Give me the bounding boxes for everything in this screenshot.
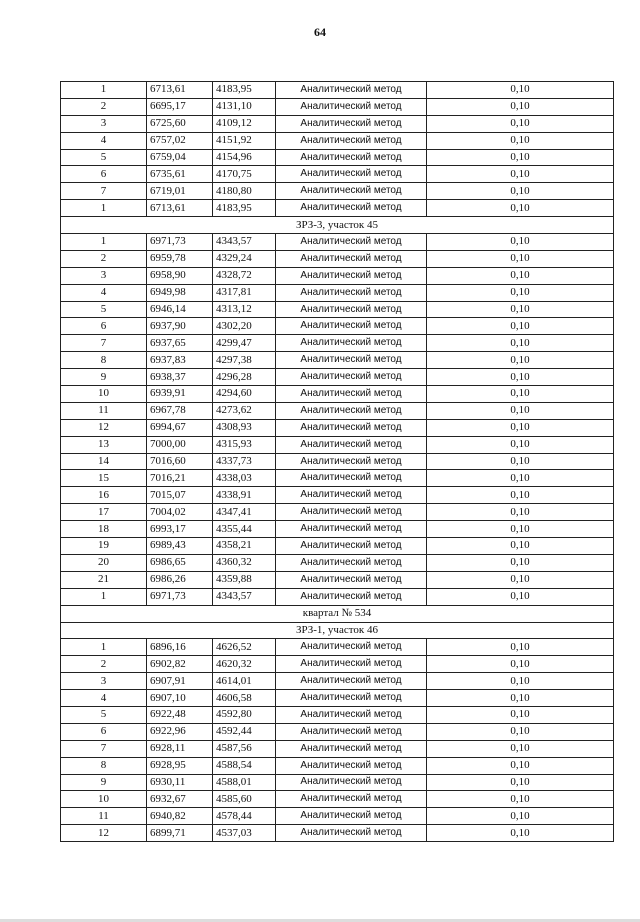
x-coordinate-cell: 6937,90 [147, 318, 213, 335]
table-row [61, 318, 614, 335]
table-row [61, 639, 614, 656]
section-title: ЗРЗ-1, участок 46 [61, 622, 614, 639]
point-number-cell: 1 [61, 200, 147, 217]
point-number-cell: 5 [61, 706, 147, 723]
y-coordinate-cell: 4592,80 [213, 706, 276, 723]
x-coordinate-cell: 6959,78 [147, 250, 213, 267]
x-coordinate-cell: 6938,37 [147, 369, 213, 386]
y-coordinate-cell: 4294,60 [213, 386, 276, 403]
y-coordinate-cell: 4308,93 [213, 419, 276, 436]
x-coordinate-cell: 6937,83 [147, 352, 213, 369]
point-number-cell: 7 [61, 335, 147, 352]
method-cell: Аналитический метод [276, 369, 427, 386]
accuracy-cell: 0,10 [427, 588, 614, 605]
point-number-cell: 1 [61, 639, 147, 656]
point-number-cell: 5 [61, 301, 147, 318]
method-cell: Аналитический метод [276, 200, 427, 217]
section-header-row [61, 622, 614, 639]
table-row [61, 487, 614, 504]
y-coordinate-cell: 4154,96 [213, 149, 276, 166]
point-number-cell: 3 [61, 267, 147, 284]
coordinates-table-body [61, 82, 614, 842]
accuracy-cell: 0,10 [427, 774, 614, 791]
accuracy-cell: 0,10 [427, 335, 614, 352]
x-coordinate-cell: 6994,67 [147, 419, 213, 436]
x-coordinate-cell: 6937,65 [147, 335, 213, 352]
x-coordinate-cell: 6932,67 [147, 791, 213, 808]
table-row [61, 250, 614, 267]
x-coordinate-cell: 6989,43 [147, 538, 213, 555]
y-coordinate-cell: 4329,24 [213, 250, 276, 267]
point-number-cell: 9 [61, 369, 147, 386]
accuracy-cell: 0,10 [427, 132, 614, 149]
accuracy-cell: 0,10 [427, 115, 614, 132]
method-cell: Аналитический метод [276, 166, 427, 183]
accuracy-cell: 0,10 [427, 808, 614, 825]
method-cell: Аналитический метод [276, 588, 427, 605]
point-number-cell: 11 [61, 808, 147, 825]
table-row [61, 740, 614, 757]
y-coordinate-cell: 4131,10 [213, 98, 276, 115]
table-row [61, 284, 614, 301]
x-coordinate-cell: 6986,26 [147, 571, 213, 588]
x-coordinate-cell: 7000,00 [147, 436, 213, 453]
y-coordinate-cell: 4359,88 [213, 571, 276, 588]
table-row [61, 335, 614, 352]
table-row [61, 521, 614, 538]
method-cell: Аналитический метод [276, 487, 427, 504]
point-number-cell: 7 [61, 740, 147, 757]
accuracy-cell: 0,10 [427, 470, 614, 487]
x-coordinate-cell: 6971,73 [147, 588, 213, 605]
accuracy-cell: 0,10 [427, 318, 614, 335]
table-row [61, 673, 614, 690]
y-coordinate-cell: 4338,91 [213, 487, 276, 504]
x-coordinate-cell: 6993,17 [147, 521, 213, 538]
table-row [61, 825, 614, 842]
accuracy-cell: 0,10 [427, 166, 614, 183]
page-number: 64 [314, 25, 326, 39]
table-row [61, 419, 614, 436]
point-number-cell: 6 [61, 723, 147, 740]
point-number-cell: 2 [61, 656, 147, 673]
point-number-cell: 13 [61, 436, 147, 453]
table-row [61, 234, 614, 251]
method-cell: Аналитический метод [276, 673, 427, 690]
method-cell: Аналитический метод [276, 419, 427, 436]
method-cell: Аналитический метод [276, 352, 427, 369]
accuracy-cell: 0,10 [427, 250, 614, 267]
y-coordinate-cell: 4297,38 [213, 352, 276, 369]
accuracy-cell: 0,10 [427, 487, 614, 504]
x-coordinate-cell: 6902,82 [147, 656, 213, 673]
table-row [61, 183, 614, 200]
table-row [61, 791, 614, 808]
y-coordinate-cell: 4606,58 [213, 690, 276, 707]
accuracy-cell: 0,10 [427, 369, 614, 386]
table-row [61, 436, 614, 453]
method-cell: Аналитический метод [276, 267, 427, 284]
method-cell: Аналитический метод [276, 690, 427, 707]
table-row [61, 115, 614, 132]
y-coordinate-cell: 4358,21 [213, 538, 276, 555]
table-row [61, 82, 614, 99]
table-row [61, 571, 614, 588]
x-coordinate-cell: 6928,95 [147, 757, 213, 774]
method-cell: Аналитический метод [276, 284, 427, 301]
y-coordinate-cell: 4578,44 [213, 808, 276, 825]
x-coordinate-cell: 7016,21 [147, 470, 213, 487]
accuracy-cell: 0,10 [427, 402, 614, 419]
section-title: ЗРЗ-3, участок 45 [61, 217, 614, 234]
y-coordinate-cell: 4343,57 [213, 588, 276, 605]
section-header-row [61, 217, 614, 234]
y-coordinate-cell: 4183,95 [213, 200, 276, 217]
table-row [61, 538, 614, 555]
x-coordinate-cell: 6939,91 [147, 386, 213, 403]
y-coordinate-cell: 4296,28 [213, 369, 276, 386]
accuracy-cell: 0,10 [427, 419, 614, 436]
y-coordinate-cell: 4337,73 [213, 453, 276, 470]
section-header-row [61, 605, 614, 622]
table-row [61, 723, 614, 740]
x-coordinate-cell: 6713,61 [147, 82, 213, 99]
point-number-cell: 3 [61, 673, 147, 690]
method-cell: Аналитический метод [276, 250, 427, 267]
x-coordinate-cell: 7004,02 [147, 504, 213, 521]
table-row [61, 267, 614, 284]
accuracy-cell: 0,10 [427, 673, 614, 690]
accuracy-cell: 0,10 [427, 267, 614, 284]
point-number-cell: 4 [61, 132, 147, 149]
accuracy-cell: 0,10 [427, 436, 614, 453]
x-coordinate-cell: 7016,60 [147, 453, 213, 470]
method-cell: Аналитический метод [276, 723, 427, 740]
x-coordinate-cell: 7015,07 [147, 487, 213, 504]
y-coordinate-cell: 4343,57 [213, 234, 276, 251]
method-cell: Аналитический метод [276, 757, 427, 774]
table-row [61, 808, 614, 825]
point-number-cell: 4 [61, 284, 147, 301]
table-row [61, 402, 614, 419]
y-coordinate-cell: 4328,72 [213, 267, 276, 284]
point-number-cell: 2 [61, 250, 147, 267]
y-coordinate-cell: 4299,47 [213, 335, 276, 352]
method-cell: Аналитический метод [276, 504, 427, 521]
coordinates-table [60, 81, 614, 842]
y-coordinate-cell: 4537,03 [213, 825, 276, 842]
accuracy-cell: 0,10 [427, 554, 614, 571]
table-row [61, 132, 614, 149]
y-coordinate-cell: 4183,95 [213, 82, 276, 99]
x-coordinate-cell: 6958,90 [147, 267, 213, 284]
accuracy-cell: 0,10 [427, 538, 614, 555]
x-coordinate-cell: 6971,73 [147, 234, 213, 251]
y-coordinate-cell: 4592,44 [213, 723, 276, 740]
point-number-cell: 15 [61, 470, 147, 487]
point-number-cell: 4 [61, 690, 147, 707]
method-cell: Аналитический метод [276, 436, 427, 453]
y-coordinate-cell: 4317,81 [213, 284, 276, 301]
y-coordinate-cell: 4614,01 [213, 673, 276, 690]
point-number-cell: 14 [61, 453, 147, 470]
x-coordinate-cell: 6695,17 [147, 98, 213, 115]
table-row [61, 554, 614, 571]
method-cell: Аналитический метод [276, 571, 427, 588]
method-cell: Аналитический метод [276, 825, 427, 842]
x-coordinate-cell: 6949,98 [147, 284, 213, 301]
x-coordinate-cell: 6899,71 [147, 825, 213, 842]
method-cell: Аналитический метод [276, 402, 427, 419]
point-number-cell: 1 [61, 234, 147, 251]
method-cell: Аналитический метод [276, 706, 427, 723]
x-coordinate-cell: 6735,61 [147, 166, 213, 183]
method-cell: Аналитический метод [276, 639, 427, 656]
point-number-cell: 1 [61, 82, 147, 99]
point-number-cell: 20 [61, 554, 147, 571]
y-coordinate-cell: 4620,32 [213, 656, 276, 673]
table-row [61, 774, 614, 791]
accuracy-cell: 0,10 [427, 656, 614, 673]
point-number-cell: 11 [61, 402, 147, 419]
table-row [61, 504, 614, 521]
method-cell: Аналитический метод [276, 132, 427, 149]
y-coordinate-cell: 4585,60 [213, 791, 276, 808]
accuracy-cell: 0,10 [427, 825, 614, 842]
x-coordinate-cell: 6725,60 [147, 115, 213, 132]
x-coordinate-cell: 6940,82 [147, 808, 213, 825]
x-coordinate-cell: 6930,11 [147, 774, 213, 791]
accuracy-cell: 0,10 [427, 386, 614, 403]
x-coordinate-cell: 6922,96 [147, 723, 213, 740]
accuracy-cell: 0,10 [427, 740, 614, 757]
method-cell: Аналитический метод [276, 183, 427, 200]
x-coordinate-cell: 6896,16 [147, 639, 213, 656]
x-coordinate-cell: 6907,10 [147, 690, 213, 707]
method-cell: Аналитический метод [276, 453, 427, 470]
table-row [61, 656, 614, 673]
accuracy-cell: 0,10 [427, 791, 614, 808]
accuracy-cell: 0,10 [427, 453, 614, 470]
method-cell: Аналитический метод [276, 335, 427, 352]
y-coordinate-cell: 4273,62 [213, 402, 276, 419]
y-coordinate-cell: 4355,44 [213, 521, 276, 538]
accuracy-cell: 0,10 [427, 352, 614, 369]
x-coordinate-cell: 6719,01 [147, 183, 213, 200]
y-coordinate-cell: 4360,32 [213, 554, 276, 571]
point-number-cell: 6 [61, 166, 147, 183]
accuracy-cell: 0,10 [427, 149, 614, 166]
method-cell: Аналитический метод [276, 318, 427, 335]
accuracy-cell: 0,10 [427, 200, 614, 217]
table-row [61, 301, 614, 318]
x-coordinate-cell: 6946,14 [147, 301, 213, 318]
x-coordinate-cell: 6986,65 [147, 554, 213, 571]
method-cell: Аналитический метод [276, 740, 427, 757]
table-row [61, 149, 614, 166]
table-row [61, 757, 614, 774]
y-coordinate-cell: 4170,75 [213, 166, 276, 183]
table-row [61, 166, 614, 183]
accuracy-cell: 0,10 [427, 301, 614, 318]
point-number-cell: 10 [61, 791, 147, 808]
point-number-cell: 3 [61, 115, 147, 132]
point-number-cell: 17 [61, 504, 147, 521]
accuracy-cell: 0,10 [427, 521, 614, 538]
section-title: квартал № 534 [61, 605, 614, 622]
accuracy-cell: 0,10 [427, 98, 614, 115]
accuracy-cell: 0,10 [427, 706, 614, 723]
y-coordinate-cell: 4180,80 [213, 183, 276, 200]
accuracy-cell: 0,10 [427, 571, 614, 588]
accuracy-cell: 0,10 [427, 234, 614, 251]
accuracy-cell: 0,10 [427, 757, 614, 774]
y-coordinate-cell: 4626,52 [213, 639, 276, 656]
table-row [61, 588, 614, 605]
method-cell: Аналитический метод [276, 82, 427, 99]
method-cell: Аналитический метод [276, 554, 427, 571]
y-coordinate-cell: 4338,03 [213, 470, 276, 487]
method-cell: Аналитический метод [276, 470, 427, 487]
table-row [61, 369, 614, 386]
method-cell: Аналитический метод [276, 301, 427, 318]
y-coordinate-cell: 4151,92 [213, 132, 276, 149]
method-cell: Аналитический метод [276, 791, 427, 808]
method-cell: Аналитический метод [276, 115, 427, 132]
y-coordinate-cell: 4347,41 [213, 504, 276, 521]
table-row [61, 352, 614, 369]
point-number-cell: 21 [61, 571, 147, 588]
accuracy-cell: 0,10 [427, 284, 614, 301]
x-coordinate-cell: 6713,61 [147, 200, 213, 217]
x-coordinate-cell: 6757,02 [147, 132, 213, 149]
table-row [61, 200, 614, 217]
point-number-cell: 12 [61, 825, 147, 842]
method-cell: Аналитический метод [276, 808, 427, 825]
point-number-cell: 8 [61, 757, 147, 774]
table-row [61, 470, 614, 487]
point-number-cell: 5 [61, 149, 147, 166]
accuracy-cell: 0,10 [427, 183, 614, 200]
method-cell: Аналитический метод [276, 521, 427, 538]
x-coordinate-cell: 6967,78 [147, 402, 213, 419]
y-coordinate-cell: 4302,20 [213, 318, 276, 335]
point-number-cell: 1 [61, 588, 147, 605]
method-cell: Аналитический метод [276, 386, 427, 403]
accuracy-cell: 0,10 [427, 723, 614, 740]
method-cell: Аналитический метод [276, 774, 427, 791]
accuracy-cell: 0,10 [427, 504, 614, 521]
x-coordinate-cell: 6759,04 [147, 149, 213, 166]
point-number-cell: 10 [61, 386, 147, 403]
point-number-cell: 8 [61, 352, 147, 369]
method-cell: Аналитический метод [276, 234, 427, 251]
point-number-cell: 19 [61, 538, 147, 555]
point-number-cell: 9 [61, 774, 147, 791]
y-coordinate-cell: 4587,56 [213, 740, 276, 757]
point-number-cell: 16 [61, 487, 147, 504]
method-cell: Аналитический метод [276, 149, 427, 166]
x-coordinate-cell: 6922,48 [147, 706, 213, 723]
y-coordinate-cell: 4315,93 [213, 436, 276, 453]
y-coordinate-cell: 4588,01 [213, 774, 276, 791]
point-number-cell: 6 [61, 318, 147, 335]
point-number-cell: 2 [61, 98, 147, 115]
x-coordinate-cell: 6907,91 [147, 673, 213, 690]
y-coordinate-cell: 4313,12 [213, 301, 276, 318]
point-number-cell: 7 [61, 183, 147, 200]
y-coordinate-cell: 4588,54 [213, 757, 276, 774]
table-row [61, 690, 614, 707]
table-row [61, 98, 614, 115]
table-row [61, 706, 614, 723]
accuracy-cell: 0,10 [427, 639, 614, 656]
table-row [61, 453, 614, 470]
point-number-cell: 12 [61, 419, 147, 436]
y-coordinate-cell: 4109,12 [213, 115, 276, 132]
accuracy-cell: 0,10 [427, 82, 614, 99]
table-row [61, 386, 614, 403]
point-number-cell: 18 [61, 521, 147, 538]
method-cell: Аналитический метод [276, 656, 427, 673]
method-cell: Аналитический метод [276, 98, 427, 115]
x-coordinate-cell: 6928,11 [147, 740, 213, 757]
method-cell: Аналитический метод [276, 538, 427, 555]
accuracy-cell: 0,10 [427, 690, 614, 707]
